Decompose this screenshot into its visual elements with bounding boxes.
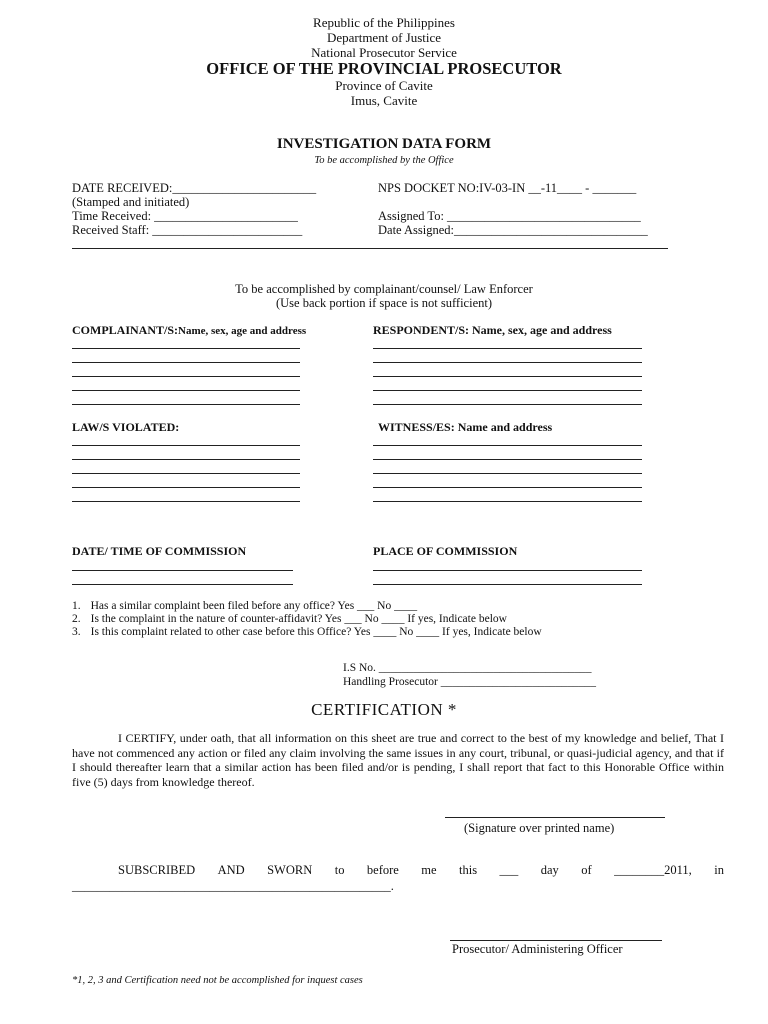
assigned-to-field[interactable]: Assigned To: _______________________________ bbox=[378, 209, 641, 223]
divider-line bbox=[72, 248, 668, 249]
date-received-field[interactable]: DATE RECEIVED:_______________________ bbox=[72, 181, 317, 195]
subscribed-word: to bbox=[334, 863, 345, 877]
respondent-line[interactable] bbox=[373, 348, 642, 349]
witness-line[interactable] bbox=[373, 501, 642, 502]
complainant-line[interactable] bbox=[72, 376, 300, 377]
complainant-line[interactable] bbox=[72, 362, 300, 363]
form-title: INVESTIGATION DATA FORM bbox=[276, 136, 492, 152]
question-text: Is this complaint related to other case before this Office? Yes ____ No ____ If yes, Indicate below bbox=[90, 626, 542, 638]
witness-line[interactable] bbox=[373, 487, 642, 488]
complainant-line[interactable] bbox=[72, 348, 300, 349]
footnote: *1, 2, 3 and Certification need not be accomplished for inquest cases bbox=[72, 975, 363, 986]
signature-line[interactable] bbox=[445, 817, 665, 818]
laws-line[interactable] bbox=[72, 473, 300, 474]
certification-paragraph: I CERTIFY, under oath, that all information on this sheet are true and correct to the best of my knowledge and belief, That I have not commenced any action or filed any claim involving the same issues in any court, tribunal, or quasi-judicial agency, and that if I should thereafter learn that a similar action has been filed and/or is pending, I shall report that fact to this Honorable Office within five (5) days from knowledge thereof. bbox=[72, 731, 724, 789]
laws-line[interactable] bbox=[72, 487, 300, 488]
place-sworn-blank[interactable]: ___________________________________________________. bbox=[72, 879, 394, 893]
subscribed-word: in bbox=[714, 863, 724, 877]
date-time-line[interactable] bbox=[72, 584, 293, 585]
date-assigned-field[interactable]: Date Assigned:_______________________________ bbox=[378, 223, 648, 237]
witness-label: WITNESS/ES: Name and address bbox=[378, 420, 553, 434]
subscribed-word: AND bbox=[217, 863, 245, 877]
header-office-title: OFFICE OF THE PROVINCIAL PROSECUTOR bbox=[206, 59, 562, 78]
received-staff-field[interactable]: Received Staff: ________________________ bbox=[72, 223, 303, 237]
complainant-label-text: COMPLAINANT/S: bbox=[72, 323, 179, 337]
signature-caption: (Signature over printed name) bbox=[464, 821, 615, 835]
question-text: Is the complaint in the nature of counter-affidavit? Yes ___ No ____ If yes, Indicate below bbox=[90, 613, 507, 625]
subscribed-word: me bbox=[421, 863, 437, 877]
form-subtitle: To be accomplished by the Office bbox=[314, 155, 454, 166]
complainant-label-detail: Name, sex, age and address bbox=[178, 325, 307, 337]
laws-line[interactable] bbox=[72, 459, 300, 460]
respondent-line[interactable] bbox=[373, 404, 642, 405]
header-service: National Prosecutor Service bbox=[311, 45, 457, 60]
subscribed-word: of bbox=[581, 863, 592, 877]
subscribed-word: before bbox=[366, 863, 399, 877]
certification-title: CERTIFICATION * bbox=[311, 700, 457, 719]
complainant-label bbox=[72, 323, 306, 339]
day-blank[interactable]: ___ bbox=[499, 863, 519, 877]
header-department: Department of Justice bbox=[326, 30, 442, 45]
complainant-instruction: To be accomplished by complainant/counsel/ Law Enforcer bbox=[235, 282, 533, 296]
laws-violated-label: LAW/S VIOLATED: bbox=[72, 420, 180, 434]
laws-line[interactable] bbox=[72, 501, 300, 502]
date-time-commission-label: DATE/ TIME OF COMMISSION bbox=[72, 544, 247, 558]
place-line[interactable] bbox=[373, 570, 642, 571]
is-no-field[interactable]: I.S No. _____________________________________ bbox=[343, 662, 592, 674]
header-city: Imus, Cavite bbox=[350, 93, 418, 108]
respondent-label: RESPONDENT/S: Name, sex, age and address bbox=[373, 323, 612, 337]
complainant-line[interactable] bbox=[72, 390, 300, 391]
question-number: 1. bbox=[72, 600, 81, 612]
handling-prosecutor-field[interactable]: Handling Prosecutor ___________________________ bbox=[343, 676, 596, 688]
witness-line[interactable] bbox=[373, 473, 642, 474]
subscribed-word: SUBSCRIBED bbox=[118, 863, 196, 877]
question-3 bbox=[72, 625, 542, 640]
back-portion-note: (Use back portion if space is not sufficient) bbox=[275, 296, 493, 310]
officer-caption: Prosecutor/ Administering Officer bbox=[452, 942, 623, 956]
place-commission-label: PLACE OF COMMISSION bbox=[373, 544, 518, 558]
respondent-line[interactable] bbox=[373, 376, 642, 377]
subscribed-word: this bbox=[459, 863, 478, 877]
question-text: Has a similar complaint been filed before any office? Yes ___ No ____ bbox=[90, 600, 418, 612]
laws-line[interactable] bbox=[72, 445, 300, 446]
stamped-note: (Stamped and initiated) bbox=[72, 195, 190, 209]
officer-signature-line[interactable] bbox=[450, 940, 662, 941]
nps-docket-field[interactable]: NPS DOCKET NO:IV-03-IN __-11____ - _______ bbox=[378, 181, 637, 195]
question-number: 2. bbox=[72, 613, 81, 625]
header-republic: Republic of the Philippines bbox=[313, 15, 455, 30]
year-blank[interactable]: ________2011, bbox=[614, 863, 692, 877]
witness-line[interactable] bbox=[373, 445, 642, 446]
time-received-field[interactable]: Time Received: _______________________ bbox=[72, 209, 298, 223]
subscribed-word: day bbox=[540, 863, 559, 877]
complainant-line[interactable] bbox=[72, 404, 300, 405]
respondent-line[interactable] bbox=[373, 390, 642, 391]
subscribed-sworn-line bbox=[72, 863, 724, 878]
date-time-line[interactable] bbox=[72, 570, 293, 571]
place-line[interactable] bbox=[373, 584, 642, 585]
witness-line[interactable] bbox=[373, 459, 642, 460]
header-province: Province of Cavite bbox=[335, 78, 433, 93]
respondent-line[interactable] bbox=[373, 362, 642, 363]
subscribed-word: SWORN bbox=[267, 863, 313, 877]
question-number: 3. bbox=[72, 626, 81, 638]
